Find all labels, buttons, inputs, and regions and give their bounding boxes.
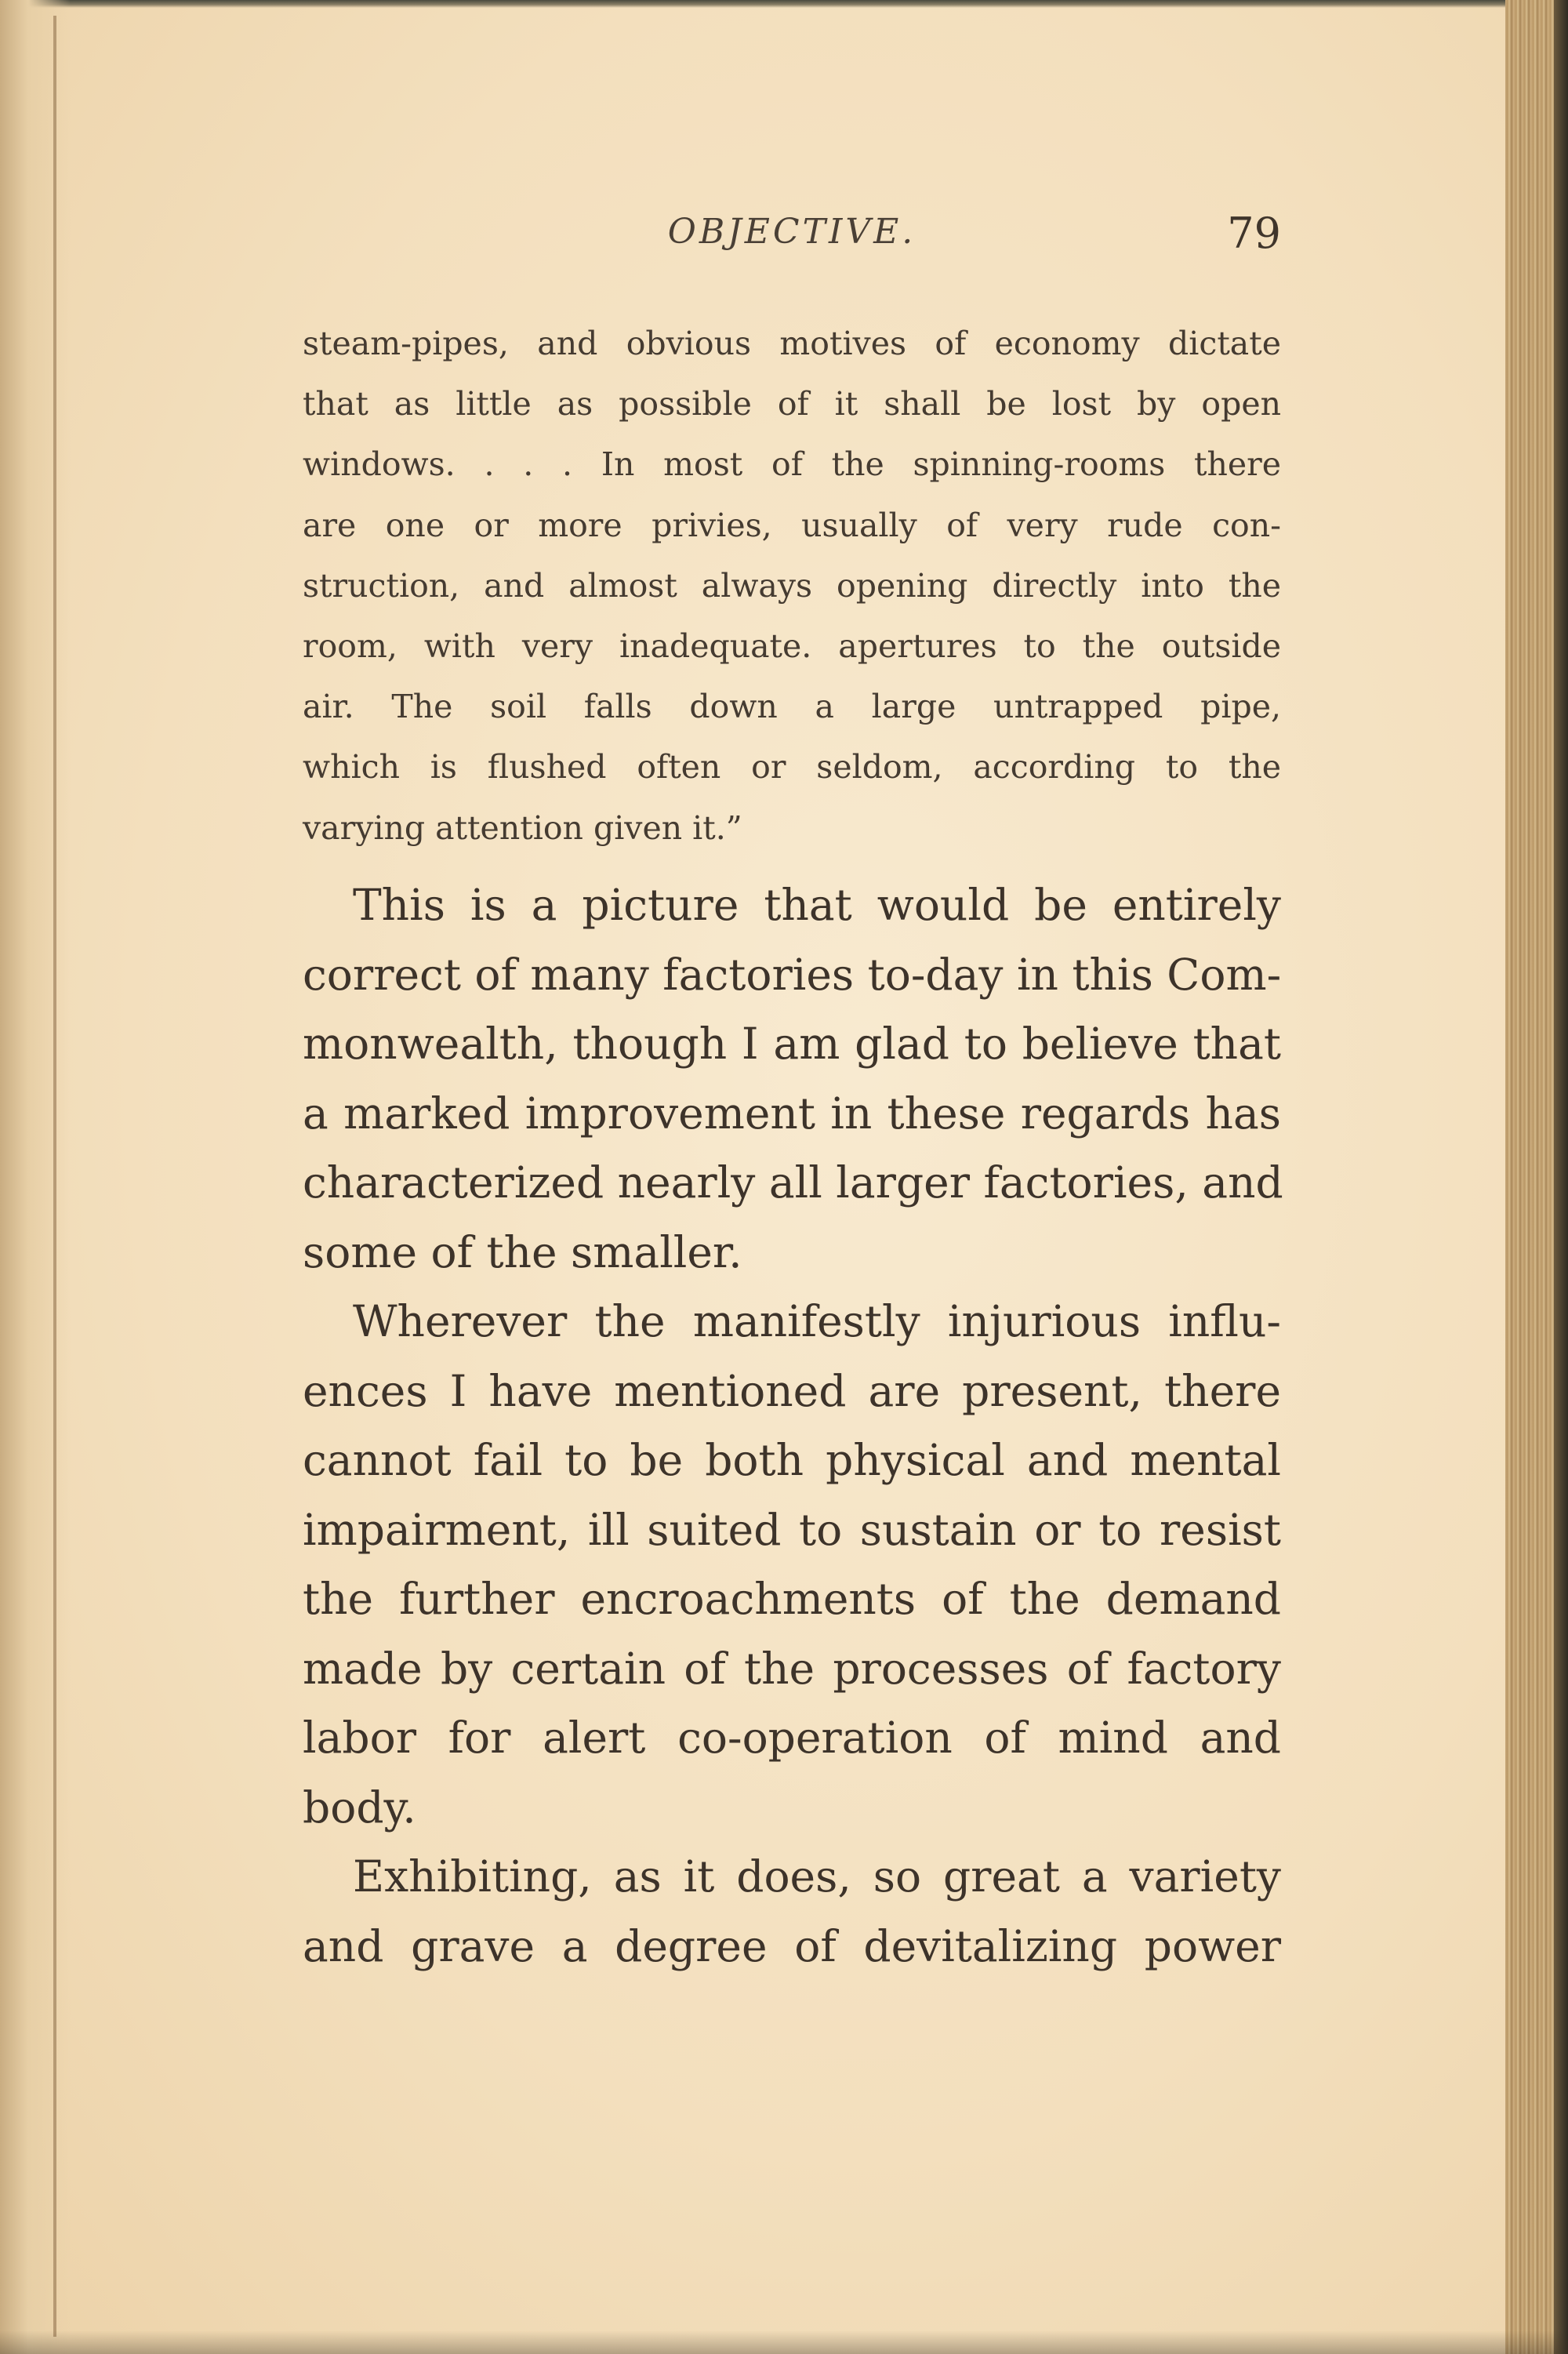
text-line: impairment, ill suited to sustain or to resist [303,1504,1281,1555]
page-top-edge [0,0,1568,8]
page-number: 79 [1227,209,1281,258]
quote-line: steam-pipes, and obvious motives of economy dictate [303,325,1281,362]
text-line: Wherever the manifestly injurious influ- [353,1296,1281,1346]
text-line: and grave a degree of devitalizing power [303,1920,1281,1971]
binding-gutter [0,0,71,2354]
running-head: OBJECTIVE. [667,212,916,252]
body-text [303,870,1281,1981]
quote-line: that as little as possible of it shall be lost by open [303,385,1281,423]
text-line: body. [303,1782,416,1833]
text-line: made by certain of the processes of factory [303,1643,1281,1694]
quote-line: which is flushed often or seldom, according to the [303,748,1281,786]
text-line: correct of many factories to-day in this Com- [303,949,1282,1000]
text-line: some of the smaller. [303,1226,742,1277]
quote-line: are one or more privies, usually of very rude con- [303,506,1281,544]
text-line: ences I have mentioned are present, there [303,1365,1281,1416]
paragraph [303,870,1281,1287]
quote-line: air. The soil falls down a large untrapped pipe, [303,688,1281,726]
paragraph [303,1842,1281,1981]
text-line: a marked improvement in these regards has [303,1088,1281,1139]
text-line: monwealth, though I am glad to believe that [303,1019,1281,1069]
text-line: characterized nearly all larger factories, and [303,1157,1283,1208]
page-bottom-shadow [0,2330,1568,2354]
text-line: labor for alert co-operation of mind and [303,1713,1281,1763]
quote-line: room, with very inadequate. apertures to the outside [303,627,1281,665]
text-line: cannot fail to be both physical and mental [303,1435,1281,1485]
binding-line [53,16,56,2337]
quote-line: struction, and almost always opening directly into the [303,566,1281,605]
quoted-passage [303,314,1281,859]
paragraph [303,1287,1281,1842]
text-line: the further encroachments of the demand [303,1574,1281,1624]
book-cover-edge [1554,0,1568,2354]
text-line: Exhibiting, as it does, so great a variety [353,1851,1281,1902]
page-header [303,209,1281,267]
quote-line: varying attention given it.” [303,808,742,847]
quote-line: windows. . . . In most of the spinning-rooms there [303,445,1281,484]
text-line: This is a picture that would be entirely [353,880,1281,930]
